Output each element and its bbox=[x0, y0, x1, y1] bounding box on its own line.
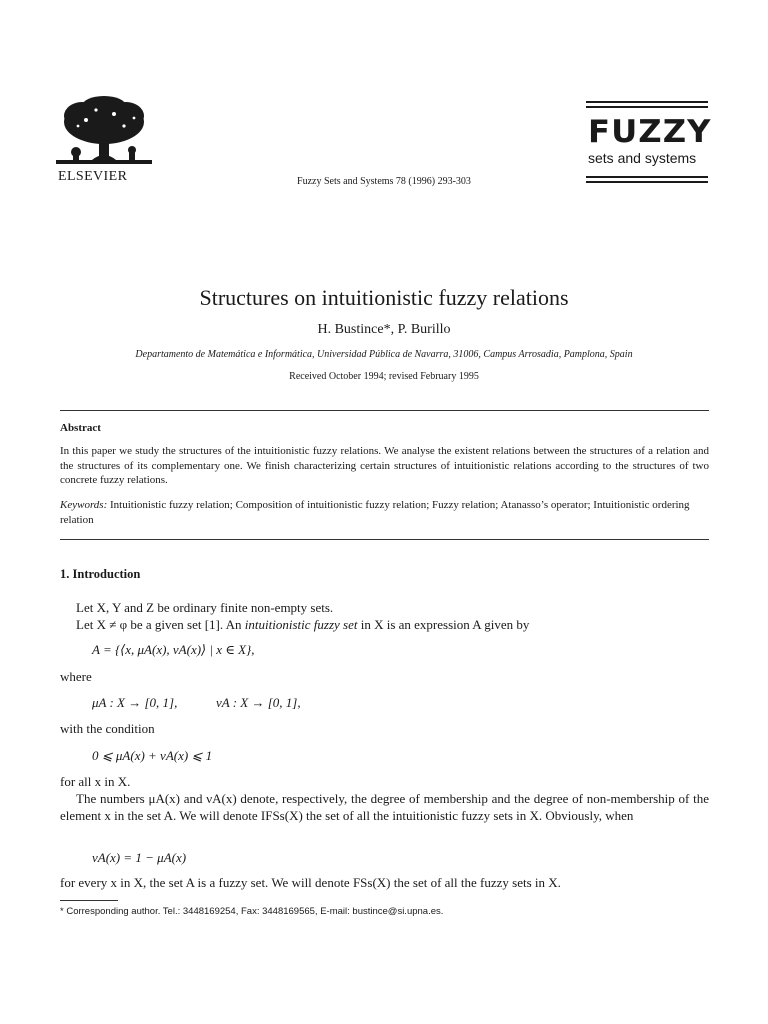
journal-logo-rule bbox=[586, 181, 708, 183]
intro-paragraph-1: Let X, Y and Z be ordinary finite non-empty sets. bbox=[76, 600, 334, 615]
journal-logo-rule bbox=[586, 176, 708, 178]
paper-authors: H. Bustince*, P. Burillo bbox=[317, 322, 451, 337]
intro-p2-end: in X is an expression A given by bbox=[357, 617, 530, 632]
keywords-list: Intuitionistic fuzzy relation; Composition of intuitionistic fuzzy relation; Fuzzy relation; Atanasso’s operator; Intuitionistic ordering relation bbox=[60, 499, 690, 526]
abstract-text: In this paper we study the structures of the intuitionistic fuzzy relations. We analyse the existent relations between the structures of a relation and the structures of its complementary one. We finish characterizing certain structures of intuitionistic relations according to the structures of two concrete fuzzy relations. bbox=[60, 445, 709, 486]
intro-term: intuitionistic fuzzy set bbox=[244, 617, 358, 632]
journal-logo-rule bbox=[586, 106, 708, 108]
abstract-heading: Abstract bbox=[60, 422, 101, 434]
journal-logo-subtitle: sets and systems bbox=[588, 150, 697, 166]
intro-paragraph-4: for every x in X, the set A is a fuzzy set. We will denote FSs(X) the set of all the fuzzy sets in X. bbox=[60, 875, 561, 890]
section-heading: 1. Introduction bbox=[60, 567, 141, 581]
abstract-bottom-rule bbox=[60, 539, 709, 540]
journal-logo-rule bbox=[586, 101, 708, 103]
journal-reference: Fuzzy Sets and Systems 78 (1996) 293-303 bbox=[297, 176, 471, 187]
text-with-condition: with the condition bbox=[60, 721, 155, 736]
keywords-label: Keywords: bbox=[60, 499, 108, 511]
footnote: * Corresponding author. Tel.: 3448169254, Fax: 3448169565, E-mail: bustince@si.upna.es. bbox=[60, 906, 444, 917]
keywords bbox=[60, 498, 709, 527]
footnote-rule bbox=[60, 900, 118, 901]
intro-paragraph-3: The numbers μA(x) and νA(x) denote, respectively, the degree of membership and the degree of non-membership of the element x in the set A. We will denote IFSs(X) the set of all the intuitionistic fuzzy sets in X. Obviously, when bbox=[60, 791, 709, 823]
equation-condition: 0 ⩽ μA(x) + νA(x) ⩽ 1 bbox=[92, 748, 213, 763]
text-where: where bbox=[60, 669, 92, 684]
intro-p2-start: Let X ≠ φ be a given set [1]. An bbox=[76, 617, 245, 632]
paper-title: Structures on intuitionistic fuzzy relations bbox=[199, 285, 569, 310]
elsevier-tree-logo bbox=[52, 96, 156, 168]
text-for-all: for all x in X. bbox=[60, 774, 131, 789]
received-dates: Received October 1994; revised February 1995 bbox=[289, 371, 479, 382]
equation-fuzzy-case: νA(x) = 1 − μA(x) bbox=[92, 850, 187, 865]
abstract-top-rule bbox=[60, 410, 709, 411]
intro-paragraph-2 bbox=[60, 616, 709, 633]
journal-logo-word: FUZZY bbox=[588, 114, 712, 150]
publisher-name: ELSEVIER bbox=[58, 169, 128, 184]
equation-mu: μA : X → [0, 1], bbox=[92, 695, 178, 710]
author-affiliation: Departamento de Matemática e Informática, Universidad Pública de Navarra, 31006, Campus Arrosadia, Pamplona, Spain bbox=[135, 349, 633, 360]
equation-nu: νA : X → [0, 1], bbox=[216, 695, 301, 710]
equation-ifs-definition: A = {⟨x, μA(x), νA(x)⟩ | x ∈ X}, bbox=[92, 642, 255, 657]
